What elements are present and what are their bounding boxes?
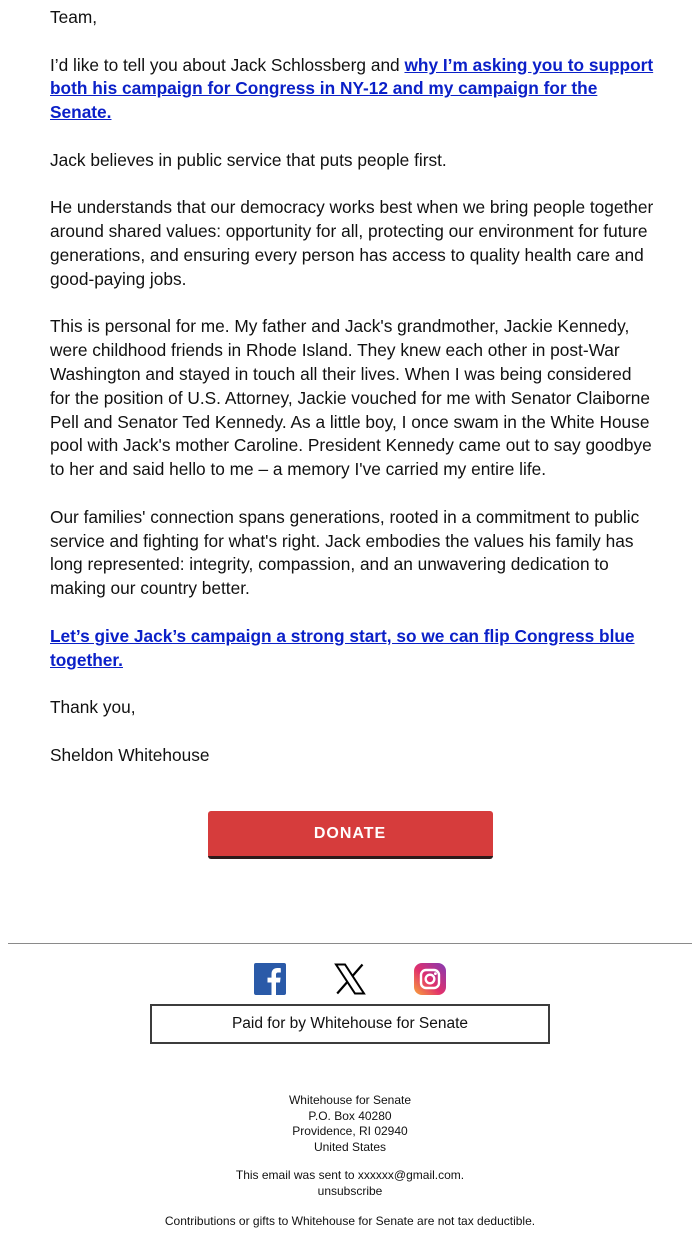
sent-to-text: This email was sent to xxxxxx@gmail.com. xyxy=(235,1168,465,1182)
footer-divider xyxy=(8,943,692,944)
x-icon[interactable] xyxy=(334,963,366,995)
paragraph-public-service: Jack believes in public service that puts people first. xyxy=(50,149,447,170)
cta-paragraph xyxy=(50,625,655,673)
mailing-address xyxy=(0,1093,700,1155)
greeting: Team, xyxy=(50,7,98,27)
paid-for-disclaimer: Paid for by Whitehouse for Senate xyxy=(150,1004,550,1044)
tax-disclaimer: Contributions or gifts to Whitehouse for Senate are not tax deductible. xyxy=(164,1214,536,1228)
signature: Sheldon Whitehouse xyxy=(50,744,210,765)
social-links xyxy=(0,963,700,995)
paragraph-democracy: He understands that our democracy works best when we bring people together around shared values: opportunity for all, protecting our environment for future generations, and ensuring every person has access to quality health care and good-paying jobs. xyxy=(50,197,654,289)
support-campaigns-link[interactable]: why I’m asking you to support both his campaign for Congress in NY-12 and my campaign for the Senate. xyxy=(50,54,654,123)
flip-congress-link[interactable]: Let’s give Jack’s campaign a strong start, so we can flip Congress blue together. xyxy=(50,625,635,670)
closing: Thank you, xyxy=(50,697,136,718)
recipient-notice xyxy=(0,1168,700,1199)
country: United States xyxy=(313,1139,387,1154)
po-box: P.O. Box 40280 xyxy=(308,1108,392,1123)
instagram-icon[interactable] xyxy=(414,963,446,995)
donate-button[interactable]: DONATE xyxy=(208,811,493,859)
intro-paragraph xyxy=(50,54,655,125)
unsubscribe-link[interactable]: unsubscribe xyxy=(317,1183,383,1198)
intro-text: I’d like to tell you about Jack Schlossberg and xyxy=(50,54,405,75)
email-body xyxy=(50,6,655,791)
org-name: Whitehouse for Senate xyxy=(288,1093,412,1107)
paragraph-personal: This is personal for me. My father and Jack's grandmother, Jackie Kennedy, were childhood friends in Rhode Island. They knew each other in post-War Washington and stayed in touch all their lives. When I was being considered for the position of U.S. Attorney, Jackie vouched for me with Senator Claiborne Pell and Senator Ted Kennedy. As a little boy, I once swam in the White House pool with Jack's mother Caroline. President Kennedy came out to say goodbye to her and said hello to me – a memory I've carried my entire life. xyxy=(50,316,652,480)
city-state-zip: Providence, RI 02940 xyxy=(292,1124,408,1139)
donate-container xyxy=(0,811,700,859)
paragraph-families: Our families' connection spans generations, rooted in a commitment to public service and fighting for what's right. Jack embodies the values his family has long represented: integrity, compassion, and an unwavering dedication to making our country better. xyxy=(50,506,640,599)
facebook-icon[interactable] xyxy=(254,963,286,995)
